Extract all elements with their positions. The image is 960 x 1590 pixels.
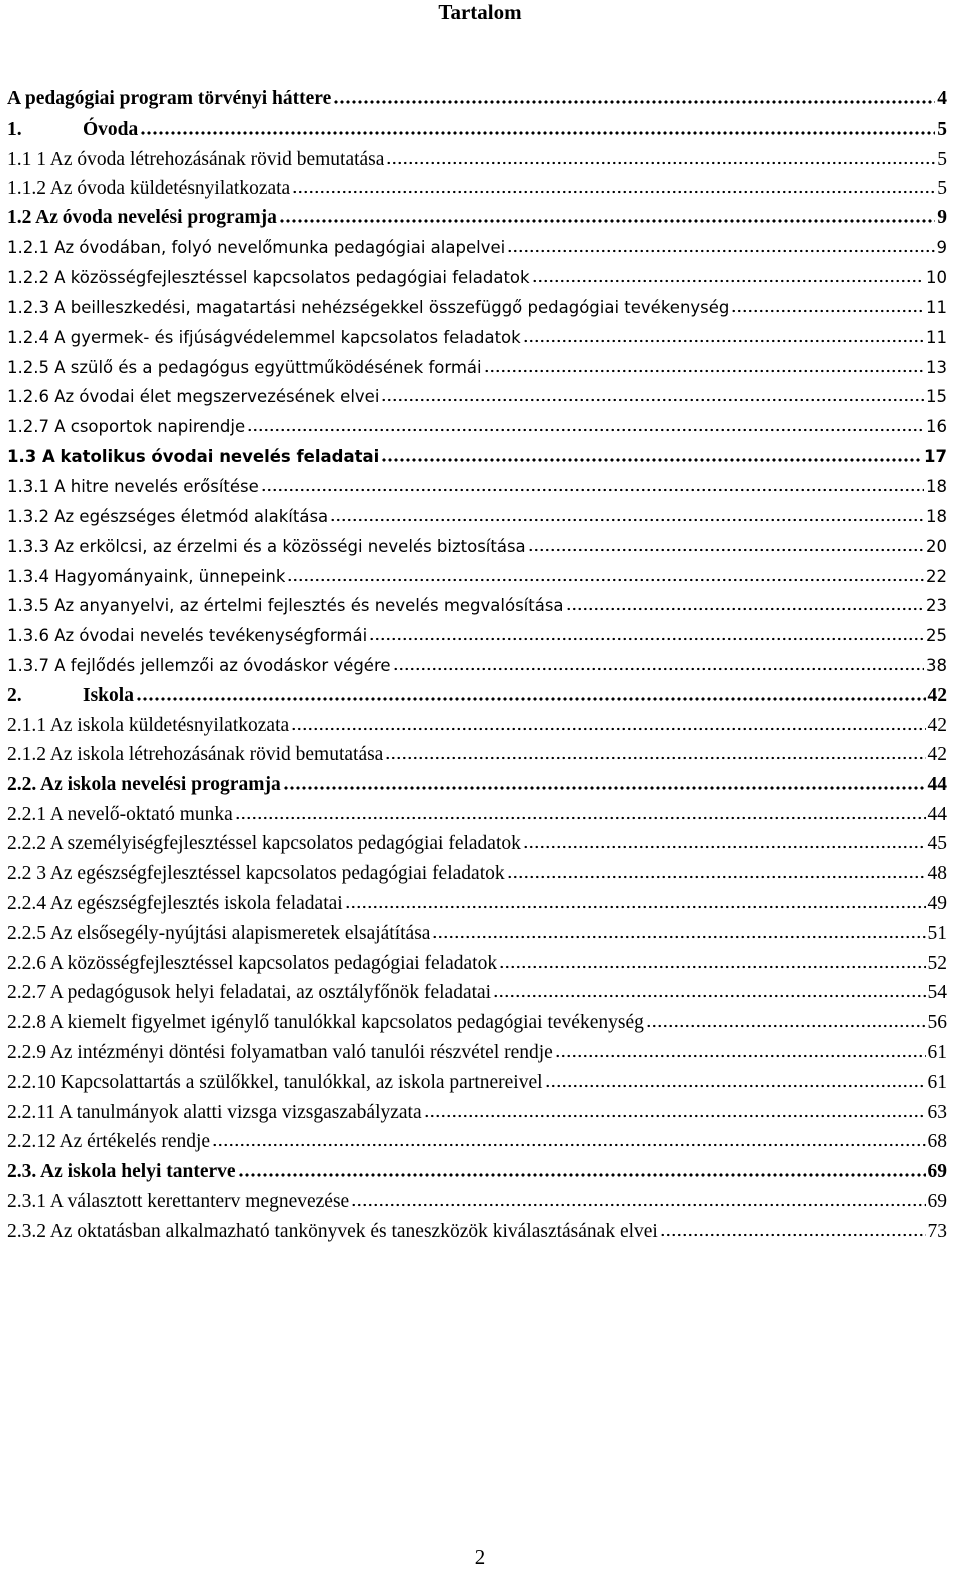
- toc-entry-label: 2.2.11 A tanulmányok alatti vizsga vizsgaszabályzata: [7, 1102, 422, 1123]
- toc-dot-leader: [351, 1203, 925, 1207]
- toc-entry-page: 20: [926, 537, 947, 556]
- toc-entry-label: 1.1.2 Az óvoda küldetésnyilatkozata: [7, 178, 291, 199]
- toc-entry-page: 16: [926, 417, 947, 436]
- toc-entry-label: 2.3.2 Az oktatásban alkalmazható tankönyvek és taneszközök kiválasztásának elvei: [7, 1221, 658, 1242]
- toc-entry[interactable]: [7, 175, 947, 203]
- toc-entry-page: 18: [926, 507, 947, 526]
- toc-entry-label: 2.2.12 Az értékelés rendje: [7, 1131, 211, 1152]
- toc-dot-leader: [646, 1024, 926, 1028]
- toc-entry-page: 11: [926, 328, 947, 347]
- toc-entry-page: 69: [927, 1161, 947, 1182]
- toc-entry-page: 54: [927, 982, 947, 1003]
- toc-entry-page: 5: [937, 149, 947, 170]
- toc-entry-label: 2.2.4 Az egészségfejlesztés iskola feladatai: [7, 893, 343, 914]
- toc-entry-page: 23: [926, 596, 947, 615]
- toc-entry-label: 1.2 Az óvoda nevelési programja: [7, 207, 277, 228]
- toc-entry-page: 61: [927, 1042, 947, 1063]
- toc-entry-label: 2.1.2 Az iskola létrehozásának rövid bemutatása: [7, 744, 384, 765]
- toc-entry[interactable]: [7, 85, 947, 113]
- toc-entry-label: 2.2.1 A nevelő-oktató munka: [7, 804, 233, 825]
- toc-entry-page: 42: [927, 715, 947, 736]
- toc-entry-label: 1.2.3 A beilleszkedési, magatartási nehézségekkel összefüggő pedagógiai tevékenység: [7, 298, 730, 317]
- toc-entry[interactable]: [7, 533, 947, 561]
- toc-dot-leader: [212, 1143, 925, 1147]
- toc-dot-leader: [507, 875, 926, 879]
- toc-entry[interactable]: [7, 1218, 947, 1246]
- toc-dot-leader: [731, 309, 924, 313]
- toc-entry-page: 9: [937, 207, 947, 228]
- toc-entry-label: 1.3.6 Az óvodai nevelés tevékenységformái: [7, 626, 368, 645]
- toc-entry[interactable]: [7, 234, 947, 262]
- toc-entry[interactable]: [7, 1188, 947, 1216]
- toc-entry-page: 49: [927, 893, 947, 914]
- toc-dot-leader: [369, 637, 924, 641]
- toc-entry[interactable]: [7, 682, 947, 710]
- toc-entry-label: 2.2.9 Az intézményi döntési folyamatban való tanulói részvétel rendje: [7, 1042, 553, 1063]
- toc-entry[interactable]: [7, 503, 947, 531]
- toc-entry-label: 2.2.7 A pedagógusok helyi feladatai, az osztályfőnök feladatai: [7, 982, 492, 1003]
- toc-entry-label: A pedagógiai program törvényi háttere: [7, 88, 332, 109]
- page-title: Tartalom: [438, 0, 522, 24]
- toc-entry[interactable]: [7, 830, 947, 858]
- toc-entry-label: 2.3.1 A választott kerettanterv megnevezése: [7, 1191, 350, 1212]
- toc-entry-page: 61: [927, 1072, 947, 1093]
- toc-entry[interactable]: [7, 1009, 947, 1037]
- toc-entry-label: 2.2.6 A közösségfejlesztéssel kapcsolatos pedagógiai feladatok: [7, 953, 498, 974]
- toc-entry-page: 51: [927, 923, 947, 944]
- toc-dot-leader: [330, 518, 924, 522]
- toc-entry[interactable]: [7, 771, 947, 799]
- toc-dot-leader: [424, 1114, 926, 1118]
- toc-entry-page: 42: [927, 744, 947, 765]
- toc-entry-label: 2.1.1 Az iskola küldetésnyilatkozata: [7, 715, 290, 736]
- toc-entry-label: 1.1 1 Az óvoda létrehozásának rövid bemutatása: [7, 149, 385, 170]
- toc-entry[interactable]: [7, 324, 947, 352]
- toc-entry-page: 52: [927, 953, 947, 974]
- toc-entry-page: 48: [927, 863, 947, 884]
- toc-dot-leader: [292, 190, 935, 194]
- toc-entry-label: Iskola: [83, 685, 134, 706]
- toc-entry-label: 1.3.3 Az erkölcsi, az érzelmi és a közösségi nevelés biztosítása: [7, 537, 526, 556]
- toc-dot-leader: [291, 727, 925, 731]
- toc-entry-number: 1.: [7, 119, 22, 140]
- toc-entry[interactable]: [7, 563, 947, 591]
- toc-entry-page: 25: [926, 626, 947, 645]
- toc-entry[interactable]: [7, 622, 947, 650]
- toc-entry-label: 1.3.4 Hagyományaink, ünnepeink: [7, 567, 286, 586]
- toc-entry-label: 1.3.7 A fejlődés jellemzői az óvodáskor végére: [7, 656, 391, 675]
- toc-entry-label: 2.2.2 A személyiségfejlesztéssel kapcsolatos pedagógiai feladatok: [7, 833, 521, 854]
- toc-entry[interactable]: [7, 860, 947, 888]
- toc-entry-page: 18: [926, 477, 947, 496]
- toc-dot-leader: [261, 488, 924, 492]
- toc-entry[interactable]: [7, 712, 947, 740]
- toc-entry-page: 45: [927, 833, 947, 854]
- toc-entry[interactable]: [7, 264, 947, 292]
- toc-entry-page: 4: [937, 88, 947, 109]
- toc-entry-page: 63: [927, 1102, 947, 1123]
- toc-entry[interactable]: [7, 354, 947, 382]
- toc-entry-page: 68: [927, 1131, 947, 1152]
- toc-entry-label: 2.2.5 Az elsősegély-nyújtási alapismeretek elsajátítása: [7, 923, 431, 944]
- toc-entry[interactable]: [7, 1069, 947, 1097]
- toc-entry-page: 9: [936, 238, 947, 257]
- toc-entry-page: 17: [924, 447, 947, 466]
- toc-dot-leader: [660, 1233, 926, 1237]
- toc-dot-leader: [333, 100, 935, 104]
- toc-entry[interactable]: [7, 801, 947, 829]
- toc-entry[interactable]: [7, 592, 947, 620]
- toc-entry-label: 1.2.5 A szülő és a pedagógus együttműködésének formái: [7, 358, 482, 377]
- toc-entry[interactable]: [7, 979, 947, 1007]
- toc-entry-label: 1.3.1 A hitre nevelés erősítése: [7, 477, 259, 496]
- toc-dot-leader: [345, 905, 926, 909]
- toc-dot-leader: [566, 607, 924, 611]
- toc-entry-page: 15: [926, 387, 947, 406]
- toc-entry-page: 5: [937, 119, 947, 140]
- toc-entry[interactable]: [7, 413, 947, 441]
- toc-entry-page: 44: [927, 804, 947, 825]
- toc-entry[interactable]: [7, 1128, 947, 1156]
- toc-entry[interactable]: [7, 204, 947, 232]
- toc-entry[interactable]: [7, 473, 947, 501]
- toc-entry-page: 42: [927, 685, 947, 706]
- toc-dot-leader: [555, 1054, 926, 1058]
- toc-entry[interactable]: [7, 652, 947, 680]
- toc-entry[interactable]: [7, 920, 947, 948]
- toc-entry-label: 1.2.6 Az óvodai élet megszervezésének elvei: [7, 387, 380, 406]
- toc-entry-label: 2.2 3 Az egészségfejlesztéssel kapcsolatos pedagógiai feladatok: [7, 863, 505, 884]
- toc-dot-leader: [499, 965, 925, 969]
- toc-entry-page: 56: [927, 1012, 947, 1033]
- toc-entry-label: 1.2.1 Az óvodában, folyó nevelőmunka pedagógiai alapelvei: [7, 238, 506, 257]
- toc-entry-label: 1.3 A katolikus óvodai nevelés feladatai: [7, 447, 380, 466]
- toc-dot-leader: [235, 816, 926, 820]
- toc-entry-label: Óvoda: [83, 119, 139, 140]
- page-number: 2: [474, 1545, 486, 1569]
- toc-entry[interactable]: [7, 383, 947, 411]
- toc-entry-label: 1.2.2 A közösségfejlesztéssel kapcsolatos pedagógiai feladatok: [7, 268, 530, 287]
- toc-dot-leader: [523, 845, 926, 849]
- toc-entry-label: 1.3.5 Az anyanyelvi, az értelmi fejlesztés és nevelés megvalósítása: [7, 596, 564, 615]
- toc-dot-leader: [493, 994, 925, 998]
- toc-dot-leader: [381, 398, 924, 402]
- toc-dot-leader: [136, 697, 926, 701]
- toc-entry-page: 11: [926, 298, 947, 317]
- toc-entry[interactable]: [7, 1158, 947, 1186]
- toc-dot-leader: [238, 1173, 926, 1177]
- toc-dot-leader: [287, 578, 924, 582]
- toc-entry-number: 2.: [7, 685, 22, 706]
- toc-entry[interactable]: [7, 116, 947, 144]
- toc-entry[interactable]: [7, 443, 947, 471]
- toc-entry-page: 73: [927, 1221, 947, 1242]
- toc-entry-label: 2.3. Az iskola helyi tanterve: [7, 1161, 236, 1182]
- toc-dot-leader: [381, 458, 922, 462]
- toc-dot-leader: [247, 428, 924, 432]
- toc-dot-leader: [545, 1084, 926, 1088]
- toc-entry-page: 5: [937, 178, 947, 199]
- toc-dot-leader: [523, 339, 924, 343]
- toc-entry-page: 13: [926, 358, 947, 377]
- toc-entry[interactable]: [7, 294, 947, 322]
- toc-entry-label: 1.2.7 A csoportok napirendje: [7, 417, 246, 436]
- toc-entry-page: 10: [926, 268, 947, 287]
- toc-dot-leader: [385, 756, 925, 760]
- toc-dot-leader: [140, 131, 935, 135]
- toc-dot-leader: [507, 249, 934, 253]
- toc-entry[interactable]: [7, 1039, 947, 1067]
- toc-dot-leader: [279, 219, 935, 223]
- toc-entry-label: 2.2.8 A kiemelt figyelmet igénylő tanulókkal kapcsolatos pedagógiai tevékenység: [7, 1012, 644, 1033]
- toc-dot-leader: [528, 548, 924, 552]
- toc-entry[interactable]: [7, 890, 947, 918]
- toc-entry-page: 38: [926, 656, 947, 675]
- toc-dot-leader: [532, 279, 924, 283]
- toc-dot-leader: [386, 161, 935, 165]
- toc-entry-page: 69: [927, 1191, 947, 1212]
- toc-entry[interactable]: [7, 146, 947, 174]
- toc-entry-label: 1.3.2 Az egészséges életmód alakítása: [7, 507, 329, 526]
- toc-entry-page: 44: [927, 774, 947, 795]
- toc-entry[interactable]: [7, 950, 947, 978]
- toc-entry-label: 2.2. Az iskola nevelési programja: [7, 774, 281, 795]
- toc-entry[interactable]: [7, 1099, 947, 1127]
- toc-entry-label: 2.2.10 Kapcsolattartás a szülőkkel, tanulókkal, az iskola partnereivel: [7, 1072, 543, 1093]
- toc-dot-leader: [432, 935, 925, 939]
- toc-entry[interactable]: [7, 741, 947, 769]
- toc-entry-page: 22: [926, 567, 947, 586]
- toc-entry-label: 1.2.4 A gyermek- és ifjúságvédelemmel kapcsolatos feladatok: [7, 328, 521, 347]
- toc-dot-leader: [484, 369, 924, 373]
- toc-dot-leader: [393, 667, 924, 671]
- toc-dot-leader: [283, 786, 926, 790]
